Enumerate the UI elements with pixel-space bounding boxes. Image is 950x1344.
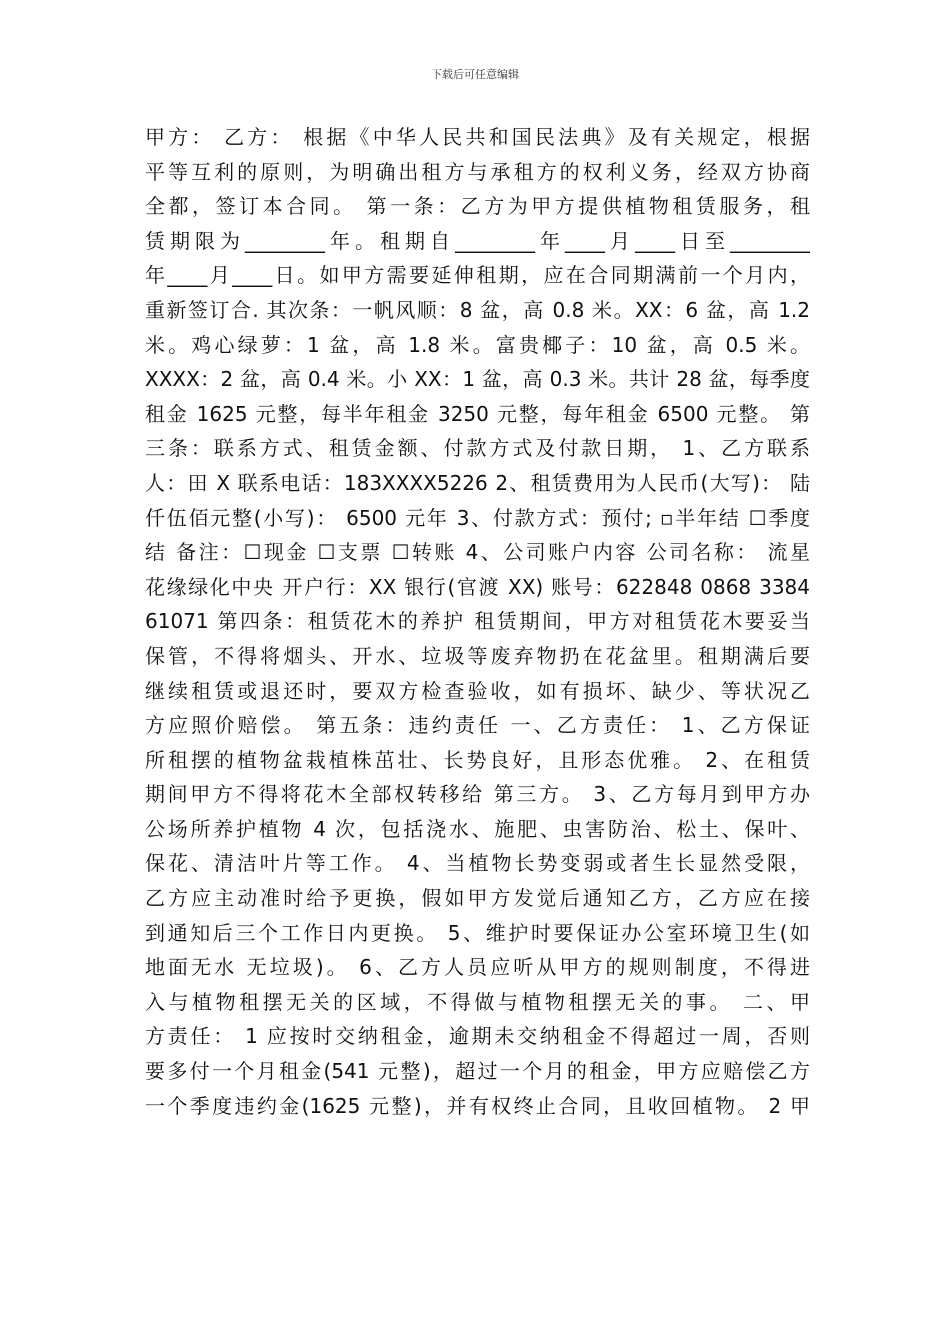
text-line: 人：田 X 联系电话：183XXXX5226 2、租赁费用为人民币(大写)： 陆 — [145, 470, 810, 495]
text-line: 一个季度违约金(1625 元整)，并有权终止合同，且收回植物。 2 甲 — [145, 1093, 810, 1118]
text-line: XXXX：2 盆，高 0.4 米。小 XX：1 盆，高 0.3 米。共计 28 盆，每季度 — [145, 367, 810, 392]
text-line: 花缘绿化中央 开户行：XX 银行(官渡 XX) 账号：622848 0868 3384 — [145, 574, 810, 599]
text-line: 甲方： 乙方： 根据《中华人民共和国民法典》及有关规定，根据 — [145, 125, 810, 149]
text-line: 方应照价赔偿。 第五条：违约责任 一、乙方责任： 1、乙方保证 — [145, 713, 810, 738]
text-line: 米。鸡心绿萝：1 盆，高 1.8 米。富贵椰子：10 盆，高 0.5 米。 — [145, 332, 810, 357]
text-line: 要多付一个月租金(541 元整)，超过一个月的租金，甲方应赔偿乙方 — [145, 1059, 810, 1084]
text-line: 仟伍佰元整(小写)： 6500 元年 3、付款方式：预付; ▫半年结 ☐季度 — [145, 505, 810, 530]
text-line: 赁期限为________年。租期自________年____月____日至________ — [145, 228, 810, 253]
text-line: 乙方应主动准时给予更换，假如甲方发觉后通知乙方，乙方应在接 — [145, 886, 810, 911]
text-line: 地面无水 无垃圾)。 6、乙方人员应听从甲方的规则制度，不得进 — [145, 955, 810, 980]
text-line: 入与植物租摆无关的区域，不得做与植物租摆无关的事。 二、甲 — [145, 989, 810, 1014]
text-line: 全都，签订本合同。 第一条：乙方为甲方提供植物租赁服务，租 — [145, 194, 810, 219]
contract-body — [145, 120, 810, 1123]
text-line: 重新签订合. 其次条：一帆风顺：8 盆，高 0.8 米。XX：6 盆，高 1.2 — [145, 297, 810, 322]
text-line: 年____月____日。如甲方需要延伸租期，应在合同期满前一个月内， — [145, 263, 810, 288]
text-line: 平等互利的原则，为明确出租方与承租方的权利义务，经双方协商 — [145, 159, 810, 184]
text-line: 期间甲方不得将花木全部权转移给 第三方。 3、乙方每月到甲方办 — [145, 782, 810, 807]
text-line: 公场所养护植物 4 次，包括浇水、施肥、虫害防治、松土、保叶、 — [145, 816, 810, 841]
text-line: 方责任： 1 应按时交纳租金，逾期未交纳租金不得超过一周，否则 — [145, 1024, 810, 1049]
text-line: 三条：联系方式、租赁金额、付款方式及付款日期， 1、乙方联系 — [145, 436, 810, 461]
text-line: 所租摆的植物盆栽植株茁壮、长势良好，且形态优雅。 2、在租赁 — [145, 747, 810, 772]
text-line: 继续租赁或退还时，要双方检查验收，如有损坏、缺少、等状况乙 — [145, 678, 810, 703]
text-line: 保花、清洁叶片等工作。 4、当植物长势变弱或者生长显然受限， — [145, 851, 810, 876]
text-line: 租金 1625 元整，每半年租金 3250 元整，每年租金 6500 元整。 第 — [145, 401, 810, 426]
text-line: 结 备注：☐现金 ☐支票 ☐转账 4、公司账户内容 公司名称： 流星 — [145, 540, 810, 565]
text-line: 到通知后三个工作日内更换。 5、维护时要保证办公室环境卫生(如 — [145, 920, 810, 945]
page-header-note: 下载后可任意编辑 — [431, 68, 519, 81]
text-line: 保管，不得将烟头、开水、垃圾等废弃物扔在花盆里。租期满后要 — [145, 643, 810, 668]
text-line: 61071 第四条：租赁花木的养护 租赁期间，甲方对租赁花木要妥当 — [145, 609, 810, 634]
